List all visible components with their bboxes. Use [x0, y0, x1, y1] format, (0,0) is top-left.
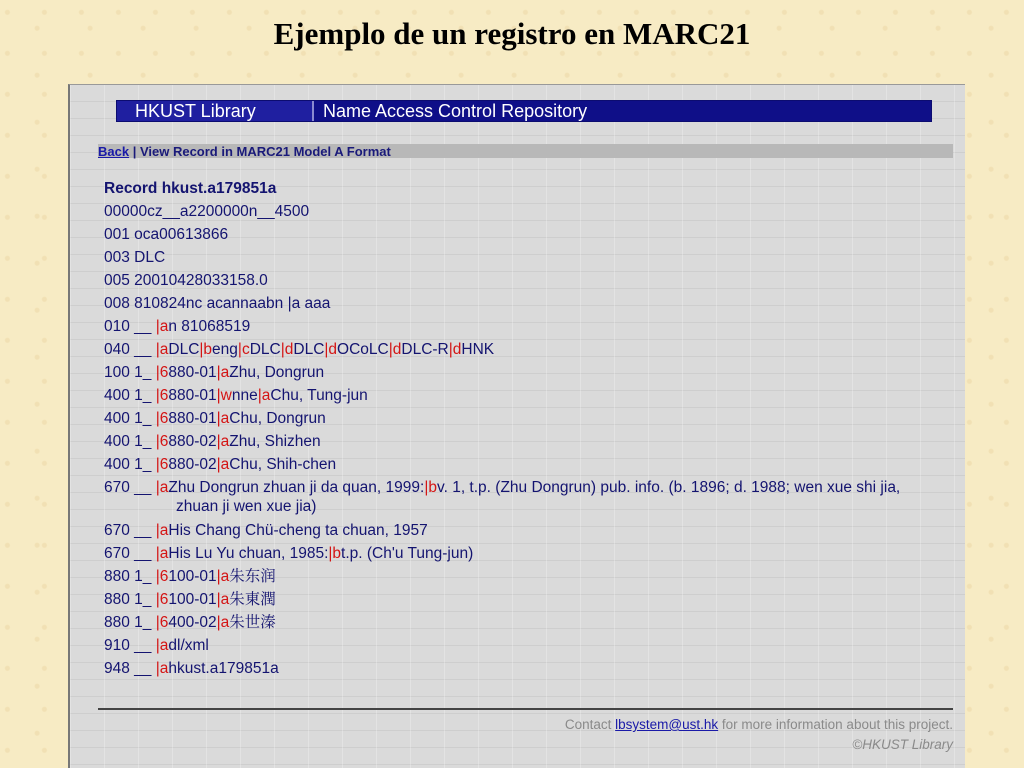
cjk-name-text: 朱世溱 [229, 613, 276, 631]
field-text: dl/xml [168, 637, 209, 654]
subfield-delimiter: |w [216, 387, 232, 404]
field-text: v. 1, t.p. (Zhu Dongrun) pub. info. (b. 1896; d. 1988; wen xue shi jia, zhuan ji wen xue jia) [176, 479, 905, 515]
field-text: DLC [168, 341, 200, 358]
field-text: 670 __ [104, 522, 156, 539]
subfield-delimiter: |a [216, 591, 230, 608]
field-text: Chu, Shih-chen [229, 456, 337, 473]
repository-name: Name Access Control Repository [312, 101, 931, 121]
subfield-delimiter: |d [448, 341, 462, 358]
subfield-delimiter: |a [155, 341, 169, 358]
field-text: 880 1_ [104, 591, 156, 608]
marc-field-line [104, 565, 944, 588]
marc-field-line [104, 292, 944, 315]
field-text: 003 DLC [104, 249, 166, 266]
copyright-notice: ©HKUST Library [852, 737, 953, 752]
field-text: 400 1_ [104, 433, 156, 450]
marc-field-line [104, 361, 944, 384]
field-text: 100 1_ [104, 364, 156, 381]
field-text: DLC [293, 341, 325, 358]
contact-email-link[interactable]: lbsystem@ust.hk [615, 717, 719, 732]
field-text: 880-02 [168, 433, 217, 450]
field-text: t.p. (Ch'u Tung-jun) [341, 545, 474, 562]
subfield-delimiter: |c [237, 341, 250, 358]
marc-field-line [104, 384, 944, 407]
field-text: His Lu Yu chuan, 1985: [168, 545, 329, 562]
marc-field-line [104, 542, 944, 565]
field-text: 880-01 [168, 410, 217, 427]
field-text: 400 1_ [104, 387, 156, 404]
field-text: DLC [249, 341, 281, 358]
subfield-delimiter: |b [328, 545, 342, 562]
field-text: 670 __ [104, 479, 156, 496]
footer-prefix: Contact [564, 717, 616, 732]
field-text: 100-01 [168, 591, 217, 608]
slide-title: Ejemplo de un registro en MARC21 [273, 16, 751, 51]
footer-divider [98, 708, 953, 710]
subfield-delimiter: |6 [155, 568, 169, 585]
field-text: 008 810824nc acannaabn |a aaa [104, 295, 331, 312]
field-text: 005 20010428033158.0 [104, 272, 268, 289]
marc-field-line [104, 611, 944, 634]
subfield-delimiter: |a [216, 410, 230, 427]
field-text: 880-01 [168, 364, 217, 381]
field-text: 400 1_ [104, 410, 156, 427]
marc-field-line [104, 315, 944, 338]
footer-contact [98, 717, 953, 732]
nav-separator: | [129, 143, 140, 159]
subfield-delimiter: |b [199, 341, 213, 358]
subfield-delimiter: |d [280, 341, 294, 358]
subfield-delimiter: |6 [155, 410, 169, 427]
marc-field-line [104, 634, 944, 657]
marc-field-line [104, 657, 944, 680]
field-text: 880 1_ [104, 614, 156, 631]
marc-field-line [104, 246, 944, 269]
record-fields [104, 223, 944, 680]
field-text: 670 __ [104, 545, 156, 562]
field-text: DLC-R [401, 341, 449, 358]
site-banner [116, 100, 932, 122]
subfield-delimiter: |a [155, 318, 169, 335]
marc-field-line [104, 430, 944, 453]
subfield-delimiter: |a [216, 614, 230, 631]
subfield-delimiter: |a [155, 479, 169, 496]
field-text: 100-01 [168, 568, 217, 585]
field-text: hkust.a179851a [168, 660, 279, 677]
field-text: 400-02 [168, 614, 217, 631]
marc-field-line [104, 407, 944, 430]
field-text: 910 __ [104, 637, 156, 654]
record-leader: 00000cz__a2200000n__4500 [104, 203, 310, 220]
back-link[interactable]: Back [98, 143, 130, 159]
subfield-delimiter: |d [388, 341, 402, 358]
subfield-delimiter: |6 [155, 364, 169, 381]
subfield-delimiter: |6 [155, 456, 169, 473]
subfield-delimiter: |a [155, 660, 169, 677]
subfield-delimiter: |a [257, 387, 271, 404]
subfield-delimiter: |6 [155, 591, 169, 608]
marc-field-line [104, 478, 944, 516]
embedded-browser-screenshot [68, 84, 965, 768]
field-text: Zhu, Dongrun [229, 364, 325, 381]
subfield-delimiter: |d [324, 341, 338, 358]
footer-suffix: for more information about this project. [718, 717, 953, 732]
subfield-delimiter: |a [155, 545, 169, 562]
subfield-delimiter: |a [155, 637, 169, 654]
field-text: 880-01 [168, 387, 217, 404]
subfield-delimiter: |a [155, 522, 169, 539]
subfield-delimiter: |b [424, 479, 437, 496]
field-text: 880-02 [168, 456, 217, 473]
marc-field-line [104, 588, 944, 611]
field-text: eng [212, 341, 238, 358]
field-text: OCoLC [337, 341, 389, 358]
marc-field-line [104, 519, 944, 542]
subfield-delimiter: |a [216, 433, 230, 450]
record-nav-bar [98, 144, 953, 158]
record-title: Record hkust.a179851a [104, 180, 277, 197]
library-name: HKUST Library [135, 100, 256, 121]
marc-field-line [104, 453, 944, 476]
field-text: 001 oca00613866 [104, 226, 229, 243]
field-text: 400 1_ [104, 456, 156, 473]
field-text: HNK [461, 341, 495, 358]
field-text: Chu, Tung-jun [270, 387, 368, 404]
marc-field-line [104, 338, 944, 361]
cjk-name-text: 朱東潤 [229, 590, 276, 608]
field-text: 040 __ [104, 341, 156, 358]
field-text: 010 __ [104, 318, 156, 335]
marc-field-line [104, 269, 944, 292]
subfield-delimiter: |6 [155, 387, 169, 404]
marc-record [104, 177, 944, 680]
field-text: Chu, Dongrun [229, 410, 326, 427]
subfield-delimiter: |a [216, 568, 230, 585]
subfield-delimiter: |a [216, 364, 230, 381]
cjk-name-text: 朱东润 [229, 567, 276, 585]
field-text: Zhu, Shizhen [229, 433, 321, 450]
field-text: 948 __ [104, 660, 156, 677]
field-text: n 81068519 [168, 318, 251, 335]
field-text: nne [231, 387, 258, 404]
subfield-delimiter: |a [216, 456, 230, 473]
subfield-delimiter: |6 [155, 433, 169, 450]
field-text: His Chang Chü-cheng ta chuan, 1957 [168, 522, 428, 539]
marc-field-line [104, 223, 944, 246]
field-text: Zhu Dongrun zhuan ji da quan, 1999: [168, 479, 425, 496]
view-format-label: View Record in MARC21 Model A Format [139, 143, 391, 159]
subfield-delimiter: |6 [155, 614, 169, 631]
field-text: 880 1_ [104, 568, 156, 585]
